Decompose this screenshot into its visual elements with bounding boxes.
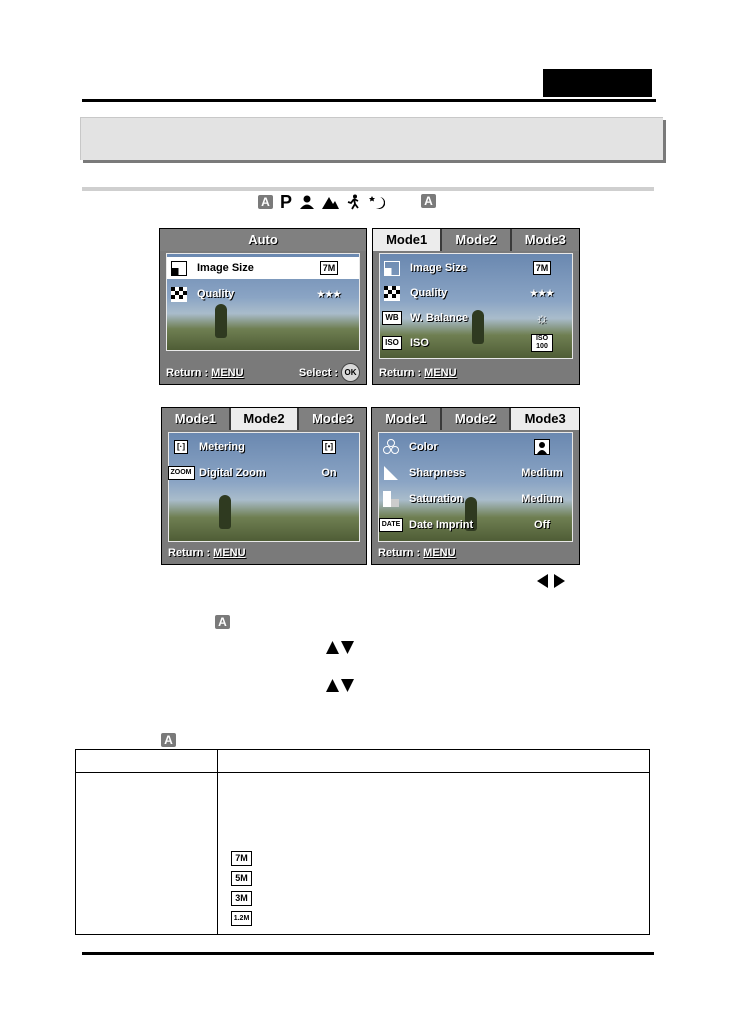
auto-mode-icon: A — [258, 195, 273, 209]
tab-mode1[interactable]: Mode1 — [372, 408, 442, 430]
select-label: Select : — [298, 366, 338, 379]
auto-mode-icon-2: A — [421, 194, 436, 208]
menu-row-quality[interactable] — [380, 282, 572, 304]
header-rule — [82, 99, 656, 102]
screen-title: Auto — [160, 229, 366, 251]
tab-mode1[interactable]: Mode1 — [373, 229, 442, 251]
menu-key: MENU — [423, 546, 456, 559]
metering-value-icon: [•] — [322, 440, 336, 454]
size-3m-icon: 3M — [231, 891, 252, 906]
mode-tabs — [373, 229, 579, 251]
menu-key: MENU — [213, 546, 246, 559]
sun-icon: ☼ — [535, 309, 549, 327]
tab-mode2[interactable]: Mode2 — [442, 408, 512, 430]
quality-stars-icon: ★★★ — [529, 287, 555, 298]
size-7m-icon: 7M — [231, 851, 252, 866]
menu-key: MENU — [211, 366, 244, 379]
up-down-arrows-icon-2 — [326, 679, 354, 697]
menu-row-label: Date Imprint — [409, 519, 474, 531]
screen-footer — [168, 544, 360, 561]
auto-mode-icon-4: A — [161, 733, 176, 747]
size-1-2m-icon: 1.2M — [231, 911, 252, 926]
menu-row-label: Sharpness — [409, 467, 466, 479]
settings-table — [75, 749, 650, 935]
screen-mode3 — [371, 407, 580, 565]
tab-mode1[interactable]: Mode1 — [162, 408, 231, 430]
screen-footer — [166, 364, 360, 381]
screen-footer — [379, 364, 573, 381]
screen-mode2 — [161, 407, 367, 565]
menu-row-label: Image Size — [197, 262, 254, 274]
menu-row-saturation[interactable] — [379, 488, 572, 510]
size-5m-icon: 5M — [231, 871, 252, 886]
auto-mode-icon-3: A — [215, 615, 230, 629]
menu-row-sharpness[interactable] — [379, 462, 572, 484]
image-size-icons — [231, 851, 252, 926]
return-label: Return : — [378, 546, 421, 559]
menu-key: MENU — [424, 366, 457, 379]
menu-row-value: On — [321, 467, 337, 479]
menu-row-label: Quality — [410, 287, 448, 299]
menu-row-label: Digital Zoom — [199, 467, 266, 479]
menu-row-label: W. Balance — [410, 312, 469, 324]
menu-row-metering[interactable] — [169, 436, 359, 458]
ok-button-icon: OK — [341, 363, 360, 382]
screen-mode1 — [372, 228, 580, 385]
size-7m-icon: 7M — [320, 261, 339, 275]
section-rule — [82, 187, 654, 191]
metering-icon: [·] — [172, 439, 190, 456]
size-7m-icon: 7M — [533, 261, 552, 275]
table-column-divider — [217, 750, 218, 934]
quality-stars-icon: ★★★ — [316, 288, 342, 299]
language-badge — [543, 69, 652, 97]
quality-icon — [383, 285, 401, 302]
menu-row-label: Metering — [199, 441, 245, 453]
menu-row-image-size[interactable] — [167, 257, 359, 279]
mode-tabs — [162, 408, 366, 430]
date-imprint-icon: DATE — [382, 517, 400, 534]
sharpness-icon — [382, 465, 400, 482]
menu-row-value: Medium — [521, 467, 563, 479]
screen-auto — [159, 228, 367, 385]
tab-mode2[interactable]: Mode2 — [231, 408, 300, 430]
image-size-icon — [170, 260, 188, 277]
section-title-bar — [80, 117, 663, 160]
menu-row-date-imprint[interactable] — [379, 514, 572, 536]
menu-row-digital-zoom[interactable] — [169, 462, 359, 484]
menu-row-white-balance[interactable] — [380, 307, 572, 329]
quality-icon — [170, 286, 188, 303]
menu-row-color[interactable] — [379, 436, 572, 458]
menu-row-label: Quality — [197, 288, 235, 300]
saturation-icon — [382, 491, 400, 508]
image-size-icon — [383, 260, 401, 277]
mode-icons-row — [258, 192, 385, 212]
zoom-icon: ZOOM — [172, 465, 190, 482]
night-icon — [367, 195, 385, 209]
menu-row-iso[interactable] — [380, 332, 572, 354]
menu-row-value: Medium — [521, 493, 563, 505]
program-mode-icon: P — [280, 192, 293, 212]
menu-row-quality[interactable] — [167, 283, 359, 305]
color-icon — [382, 439, 400, 456]
menu-row-value: Off — [534, 519, 550, 531]
tab-mode3[interactable]: Mode3 — [512, 229, 579, 251]
footer-rule — [82, 952, 654, 955]
up-down-arrows-icon — [326, 641, 354, 659]
tab-mode3[interactable]: Mode3 — [511, 408, 579, 430]
menu-row-label: Saturation — [409, 493, 464, 505]
return-label: Return : — [379, 366, 422, 379]
sports-icon — [346, 194, 360, 210]
mode-tabs — [372, 408, 579, 430]
portrait-icon — [299, 195, 315, 209]
screen-footer — [378, 544, 573, 561]
menu-row-label: Color — [409, 441, 438, 453]
left-right-arrows-icon — [537, 574, 565, 593]
tab-mode2[interactable]: Mode2 — [442, 229, 511, 251]
menu-row-image-size[interactable] — [380, 257, 572, 279]
table-header-divider — [76, 772, 649, 773]
iso-icon: ISO — [383, 335, 401, 352]
menu-row-label: ISO — [410, 337, 429, 349]
return-label: Return : — [168, 546, 211, 559]
return-label: Return : — [166, 366, 209, 379]
tab-mode3[interactable]: Mode3 — [299, 408, 366, 430]
menu-row-label: Image Size — [410, 262, 467, 274]
color-portrait-icon — [512, 439, 572, 455]
landscape-icon — [322, 195, 339, 209]
iso-100-icon: ISO 100 — [531, 334, 553, 352]
white-balance-icon: WB — [383, 310, 401, 327]
